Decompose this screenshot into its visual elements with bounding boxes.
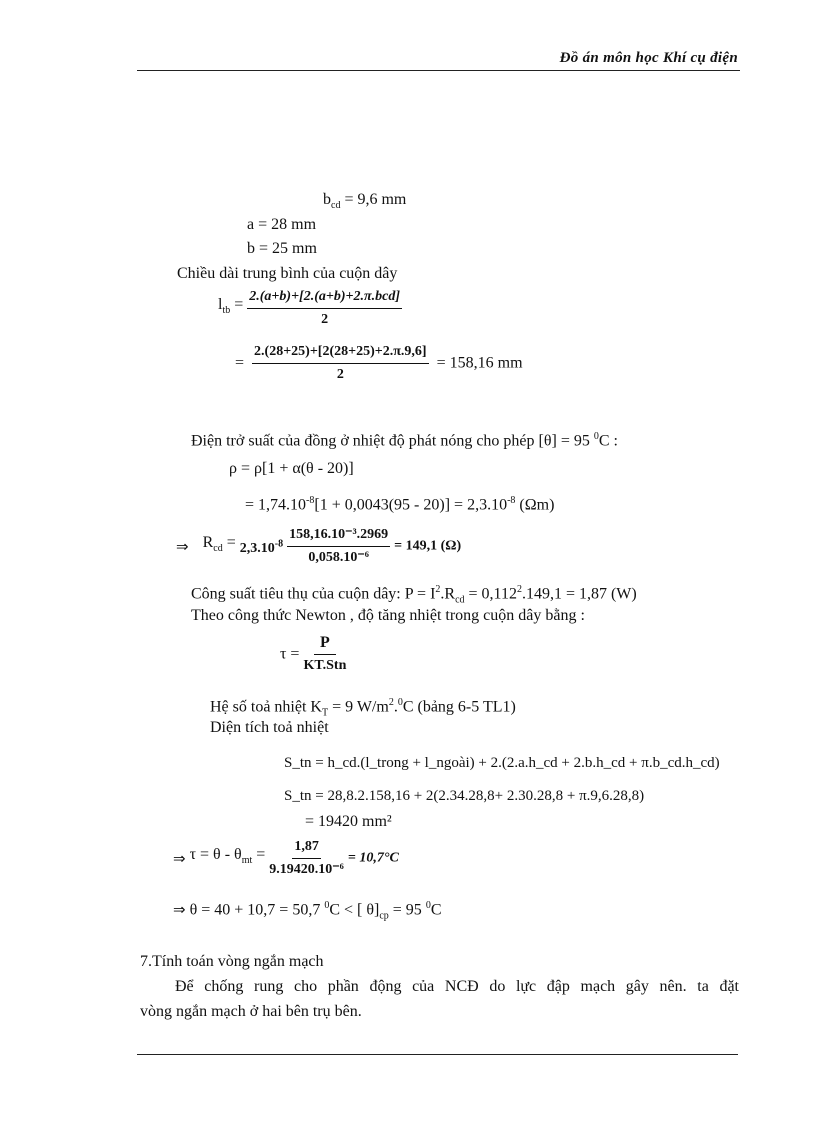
coef-caption: Hệ số toả nhiệt K [210, 698, 322, 716]
length-caption: Chiều dài trung bình của cuộn dây [177, 265, 398, 282]
coef-unit: C (bảng 6-5 TL1) [402, 698, 516, 716]
power-eq-b: .R [440, 585, 456, 603]
rho-calculation [245, 492, 554, 514]
bcd-label: b [323, 191, 331, 208]
theta-eq: θ = 40 + 10,7 = 50,7 [189, 901, 325, 919]
bcd-line [323, 191, 406, 215]
power-line [191, 581, 637, 610]
theta-tail: = 95 [388, 901, 426, 919]
stn-result: = 19420 mm² [305, 813, 392, 830]
tau-fraction [303, 634, 346, 675]
rcd-formula [176, 526, 461, 567]
ltb-formula [218, 288, 402, 329]
coef-degree: 0 [397, 697, 403, 708]
section7-heading: 7.Tính toán vòng ngắn mạch [140, 953, 324, 970]
ltb-numeric-den: 2 [336, 367, 344, 382]
a-line: a = 28 mm [247, 216, 317, 233]
ltb-result: = 158,16 mm [436, 354, 523, 372]
power-eq-a: P = I [404, 585, 436, 603]
ltb-frac-den: 2 [321, 312, 329, 327]
tau-eq: $\tau = \theta - \theta_{mt}$ = [189, 846, 270, 867]
rho-calc-a: = 1,74.10 [245, 496, 307, 514]
rcd-fraction [287, 526, 390, 567]
degree-mark: 0 [593, 431, 599, 442]
deg-c: C : [598, 432, 618, 450]
arrow-icon: ⇒ [176, 537, 189, 556]
tau-formula [280, 634, 346, 675]
power-eq-d: .149,1 = 1,87 (W) [521, 585, 637, 603]
resistivity-caption: Điện trở suất của đồng ở nhiệt độ phát nóng cho phép [191, 432, 535, 450]
bcd-value: = 9,6 mm [340, 191, 407, 208]
rho-equation: ρ = ρ[1 + α(θ - 20)] [229, 460, 354, 477]
rcd-den: 0,058.10⁻⁶ [308, 550, 369, 565]
tau-calc-result: = 10,7°C [347, 850, 399, 866]
theta-unit: C < [ θ] [329, 901, 380, 919]
area-caption: Diện tích toả nhiệt [210, 719, 329, 736]
stn-formula: S_tn = h_cd.(l_trong + l_ngoài) + 2.(2.a.h_cd + 2.b.h_cd + π.b_cd.h_cd) [284, 755, 720, 771]
coef-sub: T [321, 707, 329, 719]
footer-rule [137, 1054, 738, 1055]
ltb-numeric-num: 2.(28+25)+[2(28+25)+2.π.9,6] [252, 343, 429, 364]
theta-bracket: [θ] = 95 [538, 432, 594, 450]
rcd-coef: $2,3.10^{-8}$ [239, 538, 284, 556]
theta-degree: 0 [324, 900, 330, 911]
theta-tail-unit: C [430, 901, 442, 919]
theta-line [173, 897, 441, 926]
stn-calculation: S_tn = 28,8.2.158,16 + 2(2.34.28,8+ 2.30.28,8 + π.9,6.28,8) [284, 788, 645, 804]
coef-exp: 2 [388, 697, 394, 708]
rho-calc-b: [1 + 0,0043(95 - 20)] = 2,3.10 [314, 496, 508, 514]
resistivity-line [191, 428, 618, 450]
rho-exp2: -8 [507, 495, 516, 506]
power-caption: Công suất tiêu thụ của cuộn dây: [191, 585, 401, 603]
ltb-numeric-fraction [252, 343, 429, 384]
ltb-numeric [235, 343, 523, 384]
bcd-sub: cd [331, 200, 341, 212]
coef-value: = 9 W/m [328, 698, 389, 716]
rcd-label: $R_{cd}$ = [202, 534, 240, 555]
section7-para-line2: vòng ngắn mạch ở hai bên trụ bên. [140, 1003, 362, 1020]
b-line: b = 25 mm [247, 240, 317, 257]
arrow-icon: ⇒ [173, 900, 186, 919]
tau-calc-line [173, 838, 399, 879]
power-eq-c: = 0,112 [464, 585, 517, 603]
rho-unit: (Ωm) [515, 496, 555, 514]
rcd-result: = 149,1 (Ω) [394, 538, 462, 554]
ltb-label: $l_{tb}$ = [218, 296, 244, 317]
newton-caption: Theo công thức Newton , độ tăng nhiệt trong cuộn dây bằng : [191, 607, 585, 624]
rcd-num: 158,16.10⁻³.2969 [287, 526, 390, 547]
coef-dot: . [393, 698, 398, 716]
header-rule [137, 70, 740, 71]
tau-calc-num: 1,87 [292, 838, 321, 859]
tau-den: KT.Stn [303, 658, 347, 673]
tau-calc-fraction [269, 838, 344, 879]
power-sub: cd [455, 594, 465, 606]
ltb-numeric-eq: = [235, 354, 245, 372]
power-exp1: 2 [435, 584, 441, 595]
tau-num: P [314, 634, 336, 655]
ltb-frac-num: 2.(a+b)+[2.(a+b)+2.π.bcd] [247, 288, 402, 309]
power-exp2: 2 [516, 584, 522, 595]
tau-calc-den: 9.19420.10⁻⁶ [269, 862, 344, 877]
tau-label: τ = [280, 645, 304, 663]
theta-tail-degree: 0 [425, 900, 431, 911]
rho-exp1: -8 [306, 495, 315, 506]
arrow-icon: ⇒ [173, 849, 186, 868]
section7-para-line1: Để chống rung cho phần động của NCĐ do lực đập mạch gây nên. ta đặt [175, 978, 739, 995]
header-title: Đồ án môn học Khí cụ điện [559, 50, 738, 66]
ltb-fraction [247, 288, 402, 329]
theta-sub: cp [379, 910, 389, 922]
